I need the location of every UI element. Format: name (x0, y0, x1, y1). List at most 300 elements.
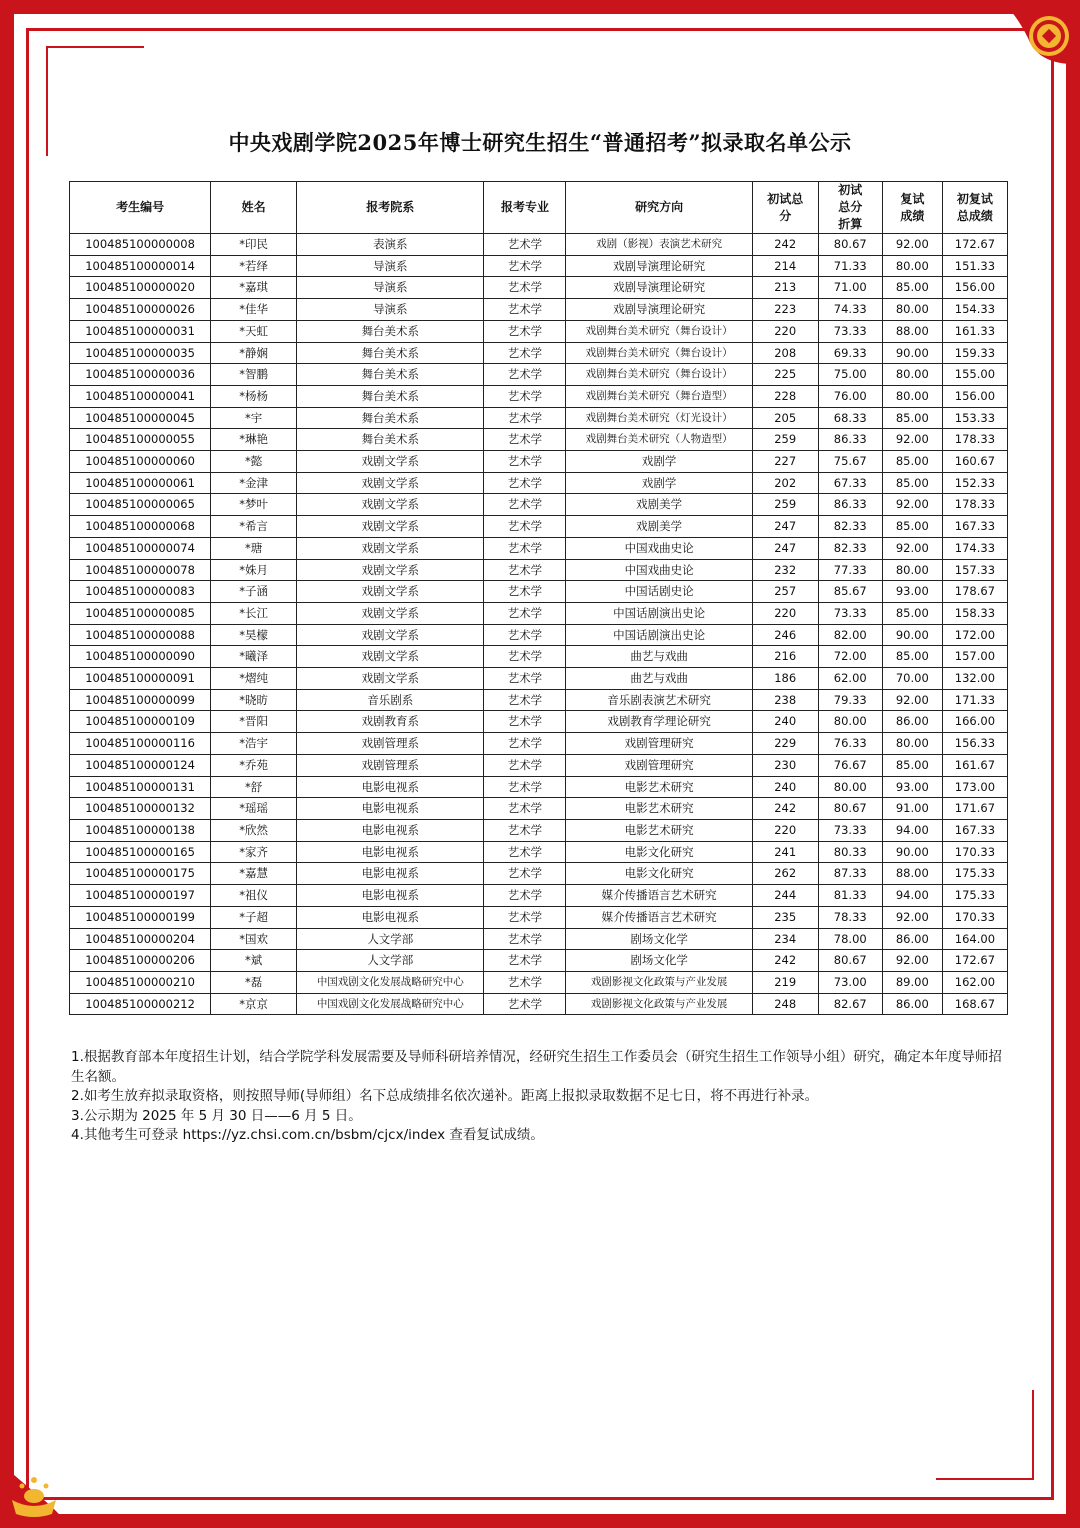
cell-research-direction: 戏剧美学 (566, 516, 752, 538)
cell-major: 艺术学 (484, 602, 566, 624)
cell-retest-score: 85.00 (882, 602, 942, 624)
table-row (70, 668, 1008, 690)
cell-total-score: 168.67 (942, 993, 1007, 1015)
cell-name: *希言 (211, 516, 297, 538)
cell-department: 舞台美术系 (297, 320, 484, 342)
cell-initial-score: 247 (752, 516, 818, 538)
cell-exam-id: 100485100000008 (70, 234, 211, 256)
table-row (70, 537, 1008, 559)
cell-major: 艺术学 (484, 364, 566, 386)
cell-retest-score: 88.00 (882, 863, 942, 885)
cell-major: 艺术学 (484, 863, 566, 885)
cell-department: 戏剧文学系 (297, 668, 484, 690)
cell-name: *智鹏 (211, 364, 297, 386)
cell-initial-converted: 76.33 (818, 733, 882, 755)
cell-total-score: 173.00 (942, 776, 1007, 798)
cell-initial-converted: 76.00 (818, 385, 882, 407)
cell-major: 艺术学 (484, 689, 566, 711)
cell-initial-converted: 73.00 (818, 971, 882, 993)
cell-initial-score: 223 (752, 299, 818, 321)
cell-initial-score: 242 (752, 798, 818, 820)
cell-initial-converted: 86.33 (818, 494, 882, 516)
cell-total-score: 172.67 (942, 950, 1007, 972)
cell-research-direction: 戏剧管理研究 (566, 733, 752, 755)
cell-exam-id: 100485100000060 (70, 451, 211, 473)
cell-exam-id: 100485100000090 (70, 646, 211, 668)
cell-name: *欣然 (211, 819, 297, 841)
cell-research-direction: 戏剧舞台美术研究（舞台造型） (566, 385, 752, 407)
cell-major: 艺术学 (484, 581, 566, 603)
cell-total-score: 170.33 (942, 841, 1007, 863)
cell-initial-converted: 68.33 (818, 407, 882, 429)
cell-initial-score: 248 (752, 993, 818, 1015)
cell-retest-score: 85.00 (882, 277, 942, 299)
cell-exam-id: 100485100000204 (70, 928, 211, 950)
cell-exam-id: 100485100000083 (70, 581, 211, 603)
table-row (70, 993, 1008, 1015)
cell-research-direction: 戏剧教育学理论研究 (566, 711, 752, 733)
cell-retest-score: 92.00 (882, 906, 942, 928)
cell-retest-score: 85.00 (882, 451, 942, 473)
table-row (70, 342, 1008, 364)
cell-research-direction: 中国话剧演出史论 (566, 624, 752, 646)
cell-initial-converted: 82.67 (818, 993, 882, 1015)
cell-name: *祖仪 (211, 885, 297, 907)
cell-department: 戏剧文学系 (297, 624, 484, 646)
cell-total-score: 151.33 (942, 255, 1007, 277)
cell-major: 艺术学 (484, 646, 566, 668)
cell-department: 电影电视系 (297, 841, 484, 863)
cell-retest-score: 85.00 (882, 754, 942, 776)
cell-name: *琳艳 (211, 429, 297, 451)
cell-name: *京京 (211, 993, 297, 1015)
table-body (70, 234, 1008, 1015)
table-row (70, 819, 1008, 841)
cell-retest-score: 85.00 (882, 472, 942, 494)
cell-total-score: 152.33 (942, 472, 1007, 494)
cell-retest-score: 92.00 (882, 537, 942, 559)
cell-total-score: 156.33 (942, 733, 1007, 755)
col-header-initial-score: 初试总分 (752, 182, 818, 234)
cell-name: *宇 (211, 407, 297, 429)
cell-initial-score: 205 (752, 407, 818, 429)
cell-retest-score: 90.00 (882, 624, 942, 646)
cell-initial-converted: 69.33 (818, 342, 882, 364)
table-row (70, 711, 1008, 733)
cell-exam-id: 100485100000041 (70, 385, 211, 407)
cell-research-direction: 媒介传播语言艺术研究 (566, 906, 752, 928)
admission-table (69, 181, 1008, 1015)
cell-major: 艺术学 (484, 255, 566, 277)
corner-line-bottom-right-v (1032, 1390, 1034, 1480)
table-row (70, 906, 1008, 928)
cell-research-direction: 音乐剧表演艺术研究 (566, 689, 752, 711)
cell-total-score: 171.67 (942, 798, 1007, 820)
cell-research-direction: 戏剧影视文化政策与产业发展 (566, 971, 752, 993)
cell-exam-id: 100485100000065 (70, 494, 211, 516)
cell-total-score: 157.33 (942, 559, 1007, 581)
cell-department: 电影电视系 (297, 863, 484, 885)
cell-initial-score: 220 (752, 602, 818, 624)
cell-initial-converted: 82.33 (818, 516, 882, 538)
cell-research-direction: 媒介传播语言艺术研究 (566, 885, 752, 907)
cell-research-direction: 电影艺术研究 (566, 798, 752, 820)
table-row (70, 885, 1008, 907)
cell-initial-score: 230 (752, 754, 818, 776)
cell-total-score: 156.00 (942, 277, 1007, 299)
cell-exam-id: 100485100000132 (70, 798, 211, 820)
cell-initial-score: 219 (752, 971, 818, 993)
cell-initial-score: 241 (752, 841, 818, 863)
cell-initial-converted: 80.00 (818, 776, 882, 798)
cell-initial-converted: 80.67 (818, 798, 882, 820)
cell-retest-score: 80.00 (882, 559, 942, 581)
cell-research-direction: 戏剧舞台美术研究（舞台设计） (566, 320, 752, 342)
cell-total-score: 161.67 (942, 754, 1007, 776)
corner-line-bottom-right-h (936, 1478, 1034, 1480)
cell-name: *斌 (211, 950, 297, 972)
cell-major: 艺术学 (484, 950, 566, 972)
cell-total-score: 161.33 (942, 320, 1007, 342)
cell-major: 艺术学 (484, 494, 566, 516)
cell-research-direction: 中国戏曲史论 (566, 559, 752, 581)
cell-total-score: 172.00 (942, 624, 1007, 646)
cell-exam-id: 100485100000199 (70, 906, 211, 928)
cell-name: *瑭 (211, 537, 297, 559)
cell-initial-score: 225 (752, 364, 818, 386)
cell-retest-score: 90.00 (882, 841, 942, 863)
cell-retest-score: 94.00 (882, 885, 942, 907)
cell-name: *若绎 (211, 255, 297, 277)
cell-retest-score: 93.00 (882, 581, 942, 603)
cell-total-score: 167.33 (942, 516, 1007, 538)
cell-name: *昊檬 (211, 624, 297, 646)
cell-major: 艺术学 (484, 971, 566, 993)
cell-department: 电影电视系 (297, 906, 484, 928)
cell-exam-id: 100485100000210 (70, 971, 211, 993)
cell-retest-score: 88.00 (882, 320, 942, 342)
table-row (70, 385, 1008, 407)
cell-initial-score: 202 (752, 472, 818, 494)
cell-department: 舞台美术系 (297, 364, 484, 386)
cell-department: 戏剧文学系 (297, 494, 484, 516)
cell-research-direction: 曲艺与戏曲 (566, 646, 752, 668)
cell-major: 艺术学 (484, 342, 566, 364)
cell-initial-score: 214 (752, 255, 818, 277)
col-header-total-score: 初复试总成绩 (942, 182, 1007, 234)
table-row (70, 798, 1008, 820)
cell-initial-score: 259 (752, 429, 818, 451)
col-header-exam-id: 考生编号 (70, 182, 211, 234)
cell-retest-score: 85.00 (882, 407, 942, 429)
cell-research-direction: 电影文化研究 (566, 863, 752, 885)
cell-exam-id: 100485100000088 (70, 624, 211, 646)
cell-retest-score: 92.00 (882, 689, 942, 711)
cell-department: 表演系 (297, 234, 484, 256)
cell-initial-converted: 80.00 (818, 711, 882, 733)
cell-major: 艺术学 (484, 711, 566, 733)
table-row (70, 971, 1008, 993)
cell-retest-score: 94.00 (882, 819, 942, 841)
cell-total-score: 178.33 (942, 494, 1007, 516)
cell-initial-score: 186 (752, 668, 818, 690)
cell-name: *乔苑 (211, 754, 297, 776)
cell-initial-score: 240 (752, 776, 818, 798)
cell-total-score: 153.33 (942, 407, 1007, 429)
cell-total-score: 132.00 (942, 668, 1007, 690)
cell-department: 人文学部 (297, 928, 484, 950)
cell-research-direction: 戏剧学 (566, 472, 752, 494)
cell-research-direction: 戏剧管理研究 (566, 754, 752, 776)
cell-total-score: 167.33 (942, 819, 1007, 841)
cell-department: 导演系 (297, 277, 484, 299)
cell-research-direction: 电影艺术研究 (566, 819, 752, 841)
cell-major: 艺术学 (484, 819, 566, 841)
cell-initial-converted: 67.33 (818, 472, 882, 494)
cell-initial-score: 242 (752, 234, 818, 256)
cell-major: 艺术学 (484, 798, 566, 820)
cell-initial-converted: 82.33 (818, 537, 882, 559)
cell-major: 艺术学 (484, 624, 566, 646)
cell-department: 戏剧管理系 (297, 754, 484, 776)
cell-major: 艺术学 (484, 429, 566, 451)
cell-research-direction: 戏剧导演理论研究 (566, 277, 752, 299)
cell-name: *嘉琪 (211, 277, 297, 299)
cell-initial-converted: 81.33 (818, 885, 882, 907)
cell-initial-converted: 85.67 (818, 581, 882, 603)
table-row (70, 451, 1008, 473)
cell-research-direction: 戏剧学 (566, 451, 752, 473)
cell-name: *瑶瑶 (211, 798, 297, 820)
table-row (70, 559, 1008, 581)
cell-department: 中国戏剧文化发展战略研究中心 (297, 971, 484, 993)
cell-total-score: 162.00 (942, 971, 1007, 993)
cell-exam-id: 100485100000085 (70, 602, 211, 624)
cell-retest-score: 91.00 (882, 798, 942, 820)
cell-major: 艺术学 (484, 841, 566, 863)
cell-major: 艺术学 (484, 885, 566, 907)
cell-total-score: 158.33 (942, 602, 1007, 624)
cell-initial-score: 228 (752, 385, 818, 407)
coin-medallion-icon (1008, 8, 1074, 64)
cell-exam-id: 100485100000138 (70, 819, 211, 841)
cell-retest-score: 89.00 (882, 971, 942, 993)
cell-research-direction: 中国戏曲史论 (566, 537, 752, 559)
cell-initial-score: 235 (752, 906, 818, 928)
cell-name: *姝月 (211, 559, 297, 581)
cell-research-direction: 中国话剧史论 (566, 581, 752, 603)
cell-retest-score: 92.00 (882, 950, 942, 972)
cell-total-score: 172.67 (942, 234, 1007, 256)
cell-total-score: 166.00 (942, 711, 1007, 733)
col-header-major: 报考专业 (484, 182, 566, 234)
cell-retest-score: 92.00 (882, 234, 942, 256)
cell-name: *熠纯 (211, 668, 297, 690)
cell-initial-score: 220 (752, 320, 818, 342)
cell-name: *佳华 (211, 299, 297, 321)
cell-research-direction: 戏剧舞台美术研究（舞台设计） (566, 364, 752, 386)
cell-name: *天虹 (211, 320, 297, 342)
cell-research-direction: 戏剧美学 (566, 494, 752, 516)
table-row (70, 863, 1008, 885)
cell-total-score: 156.00 (942, 385, 1007, 407)
cell-retest-score: 80.00 (882, 733, 942, 755)
cell-department: 戏剧文学系 (297, 646, 484, 668)
cell-initial-converted: 78.00 (818, 928, 882, 950)
cell-name: *晋阳 (211, 711, 297, 733)
table-row (70, 581, 1008, 603)
cell-name: *曦泽 (211, 646, 297, 668)
cell-initial-score: 246 (752, 624, 818, 646)
cell-initial-converted: 73.33 (818, 602, 882, 624)
cell-exam-id: 100485100000035 (70, 342, 211, 364)
cell-department: 舞台美术系 (297, 429, 484, 451)
cell-research-direction: 戏剧舞台美术研究（灯光设计） (566, 407, 752, 429)
cell-exam-id: 100485100000099 (70, 689, 211, 711)
cell-department: 戏剧文学系 (297, 581, 484, 603)
cell-initial-score: 227 (752, 451, 818, 473)
table-row (70, 646, 1008, 668)
cell-name: *磊 (211, 971, 297, 993)
cell-major: 艺术学 (484, 299, 566, 321)
cell-initial-score: 240 (752, 711, 818, 733)
cell-name: *梦叶 (211, 494, 297, 516)
cell-initial-score: 208 (752, 342, 818, 364)
cell-department: 中国戏剧文化发展战略研究中心 (297, 993, 484, 1015)
cell-exam-id: 100485100000074 (70, 537, 211, 559)
cell-name: *浩宇 (211, 733, 297, 755)
table-row (70, 364, 1008, 386)
cell-total-score: 170.33 (942, 906, 1007, 928)
cell-name: *国欢 (211, 928, 297, 950)
table-row (70, 494, 1008, 516)
cell-name: *舒 (211, 776, 297, 798)
cell-total-score: 174.33 (942, 537, 1007, 559)
cell-retest-score: 86.00 (882, 928, 942, 950)
cell-initial-converted: 62.00 (818, 668, 882, 690)
cell-total-score: 175.33 (942, 863, 1007, 885)
cell-retest-score: 86.00 (882, 993, 942, 1015)
table-row (70, 320, 1008, 342)
cell-major: 艺术学 (484, 537, 566, 559)
cell-major: 艺术学 (484, 754, 566, 776)
cell-department: 戏剧文学系 (297, 472, 484, 494)
cell-department: 戏剧教育系 (297, 711, 484, 733)
table-row (70, 407, 1008, 429)
cell-initial-converted: 82.00 (818, 624, 882, 646)
cell-department: 人文学部 (297, 950, 484, 972)
cell-exam-id: 100485100000116 (70, 733, 211, 755)
cell-retest-score: 92.00 (882, 494, 942, 516)
col-header-research-direction: 研究方向 (566, 182, 752, 234)
cell-exam-id: 100485100000212 (70, 993, 211, 1015)
cell-retest-score: 80.00 (882, 299, 942, 321)
cell-initial-converted: 73.33 (818, 819, 882, 841)
cell-department: 戏剧文学系 (297, 537, 484, 559)
cell-initial-score: 242 (752, 950, 818, 972)
note-2: 2.如考生放弃拟录取资格，则按照导师(导师组）名下总成绩排名依次递补。距离上报拟录取数据不足七日，将不再进行补录。 (71, 1088, 819, 1104)
cell-initial-score: 247 (752, 537, 818, 559)
cell-name: *懿 (211, 451, 297, 473)
cell-name: *子超 (211, 906, 297, 928)
cell-exam-id: 100485100000124 (70, 754, 211, 776)
cell-initial-converted: 80.33 (818, 841, 882, 863)
cell-initial-converted: 80.67 (818, 950, 882, 972)
cell-major: 艺术学 (484, 320, 566, 342)
cell-research-direction: 戏剧导演理论研究 (566, 299, 752, 321)
cell-exam-id: 100485100000061 (70, 472, 211, 494)
cell-department: 音乐剧系 (297, 689, 484, 711)
cell-name: *长江 (211, 602, 297, 624)
cell-exam-id: 100485100000091 (70, 668, 211, 690)
cell-initial-converted: 79.33 (818, 689, 882, 711)
cell-total-score: 160.67 (942, 451, 1007, 473)
cell-department: 戏剧文学系 (297, 516, 484, 538)
cell-initial-converted: 75.00 (818, 364, 882, 386)
note-1: 1.根据教育部本年度招生计划，结合学院学科发展需要及导师科研培养情况，经研究生招生工作委员会（研究生招生工作领导小组）研究，确定本年度导师招生名额。 (71, 1049, 1002, 1085)
cell-department: 电影电视系 (297, 798, 484, 820)
table-row (70, 733, 1008, 755)
cell-total-score: 157.00 (942, 646, 1007, 668)
cell-research-direction: 剧场文化学 (566, 928, 752, 950)
cell-major: 艺术学 (484, 776, 566, 798)
cell-total-score: 171.33 (942, 689, 1007, 711)
cell-initial-converted: 87.33 (818, 863, 882, 885)
cell-exam-id: 100485100000109 (70, 711, 211, 733)
table-row (70, 429, 1008, 451)
cell-total-score: 175.33 (942, 885, 1007, 907)
cell-initial-converted: 80.67 (818, 234, 882, 256)
cell-exam-id: 100485100000026 (70, 299, 211, 321)
cell-research-direction: 戏剧舞台美术研究（人物造型） (566, 429, 752, 451)
table-row (70, 776, 1008, 798)
cell-initial-score: 220 (752, 819, 818, 841)
cell-initial-score: 229 (752, 733, 818, 755)
cell-major: 艺术学 (484, 472, 566, 494)
cell-research-direction: 电影艺术研究 (566, 776, 752, 798)
cell-retest-score: 85.00 (882, 646, 942, 668)
cell-major: 艺术学 (484, 559, 566, 581)
cell-major: 艺术学 (484, 234, 566, 256)
cell-name: *金津 (211, 472, 297, 494)
cell-major: 艺术学 (484, 516, 566, 538)
cell-department: 戏剧管理系 (297, 733, 484, 755)
cell-retest-score: 93.00 (882, 776, 942, 798)
cell-department: 电影电视系 (297, 819, 484, 841)
cell-exam-id: 100485100000131 (70, 776, 211, 798)
cell-research-direction: 剧场文化学 (566, 950, 752, 972)
cell-total-score: 159.33 (942, 342, 1007, 364)
cell-initial-score: 232 (752, 559, 818, 581)
cell-retest-score: 80.00 (882, 385, 942, 407)
cell-department: 戏剧文学系 (297, 559, 484, 581)
cell-name: *家齐 (211, 841, 297, 863)
cell-initial-converted: 72.00 (818, 646, 882, 668)
cell-research-direction: 曲艺与戏曲 (566, 668, 752, 690)
cell-research-direction: 戏剧影视文化政策与产业发展 (566, 993, 752, 1015)
cell-total-score: 178.33 (942, 429, 1007, 451)
cell-initial-score: 244 (752, 885, 818, 907)
col-header-retest-score: 复试成绩 (882, 182, 942, 234)
cell-name: *晓昉 (211, 689, 297, 711)
table-row (70, 689, 1008, 711)
cell-department: 戏剧文学系 (297, 451, 484, 473)
table-row (70, 950, 1008, 972)
cell-initial-score: 238 (752, 689, 818, 711)
cell-retest-score: 85.00 (882, 516, 942, 538)
cell-department: 舞台美术系 (297, 385, 484, 407)
col-header-initial-converted: 初试总分折算 (818, 182, 882, 234)
